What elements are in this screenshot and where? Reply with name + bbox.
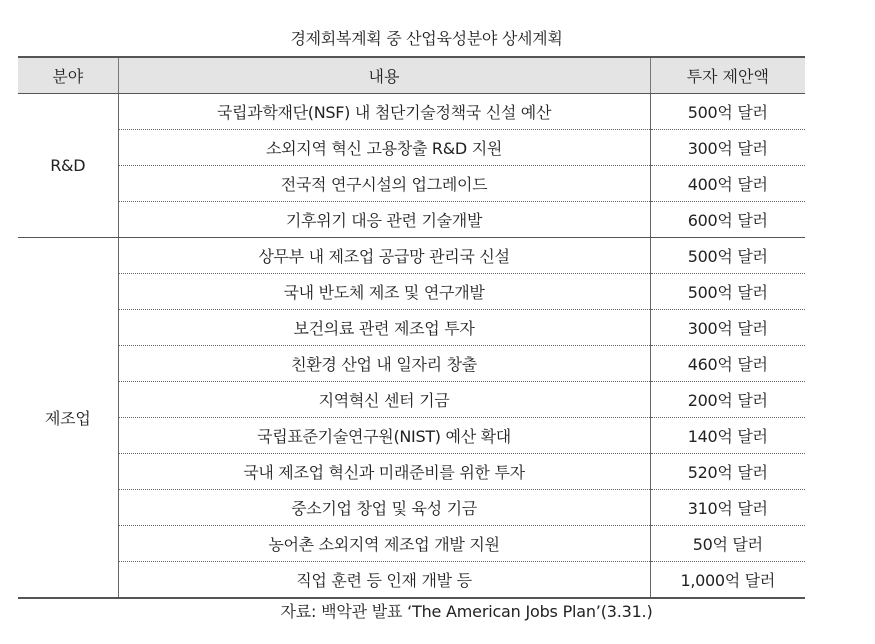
source-note: 자료: 백악관 발표 ‘The American Jobs Plan’(3.31.): [280, 602, 653, 621]
row-content: 직업 훈련 등 인재 개발 등: [118, 562, 650, 599]
row-amount: 310억 달러: [650, 490, 805, 526]
category-rnd: R&D: [18, 94, 118, 238]
row-amount: 400억 달러: [650, 166, 805, 202]
table-row: [18, 490, 805, 526]
row-amount: 600억 달러: [650, 202, 805, 238]
row-amount: 500억 달러: [650, 274, 805, 310]
row-content: 국립과학재단(NSF) 내 첨단기술정책국 신설 예산: [118, 94, 650, 130]
table-row: [18, 130, 805, 166]
row-amount: 200억 달러: [650, 382, 805, 418]
header-content: 내용: [118, 57, 650, 94]
table-row: [18, 526, 805, 562]
row-amount: 1,000억 달러: [650, 562, 805, 599]
row-content: 전국적 연구시설의 업그레이드: [118, 166, 650, 202]
table-title: 경제회복계획 중 산업육성분야 상세계획: [290, 29, 563, 48]
row-amount: 140억 달러: [650, 418, 805, 454]
row-amount: 300억 달러: [650, 130, 805, 166]
table-row: [18, 346, 805, 382]
header-field: 분야: [18, 57, 118, 94]
row-content: 국내 제조업 혁신과 미래준비를 위한 투자: [118, 454, 650, 490]
table-header-row: [18, 57, 805, 94]
row-content: 보건의료 관련 제조업 투자: [118, 310, 650, 346]
row-content: 소외지역 혁신 고용창출 R&D 지원: [118, 130, 650, 166]
table-row: [18, 274, 805, 310]
row-amount: 460억 달러: [650, 346, 805, 382]
investment-plan-table: [18, 56, 805, 599]
row-content: 상무부 내 제조업 공급망 관리국 신설: [118, 238, 650, 274]
row-content: 친환경 산업 내 일자리 창출: [118, 346, 650, 382]
row-content: 농어촌 소외지역 제조업 개발 지원: [118, 526, 650, 562]
table-row: [18, 202, 805, 238]
row-content: 지역혁신 센터 기금: [118, 382, 650, 418]
category-manufacturing: 제조업: [18, 238, 118, 599]
table-row: [18, 166, 805, 202]
row-amount: 500억 달러: [650, 94, 805, 130]
row-content: 국내 반도체 제조 및 연구개발: [118, 274, 650, 310]
table-row: [18, 418, 805, 454]
row-amount: 500억 달러: [650, 238, 805, 274]
table-row: [18, 382, 805, 418]
row-content: 국립표준기술연구원(NIST) 예산 확대: [118, 418, 650, 454]
row-amount: 520억 달러: [650, 454, 805, 490]
table-row: [18, 454, 805, 490]
table-row: [18, 238, 805, 274]
header-amount: 투자 제안액: [650, 57, 805, 94]
row-amount: 300억 달러: [650, 310, 805, 346]
row-content: 기후위기 대응 관련 기술개발: [118, 202, 650, 238]
table-row: [18, 562, 805, 599]
row-amount: 50억 달러: [650, 526, 805, 562]
row-content: 중소기업 창업 및 육성 기금: [118, 490, 650, 526]
table-row: [18, 310, 805, 346]
table-row: [18, 94, 805, 130]
